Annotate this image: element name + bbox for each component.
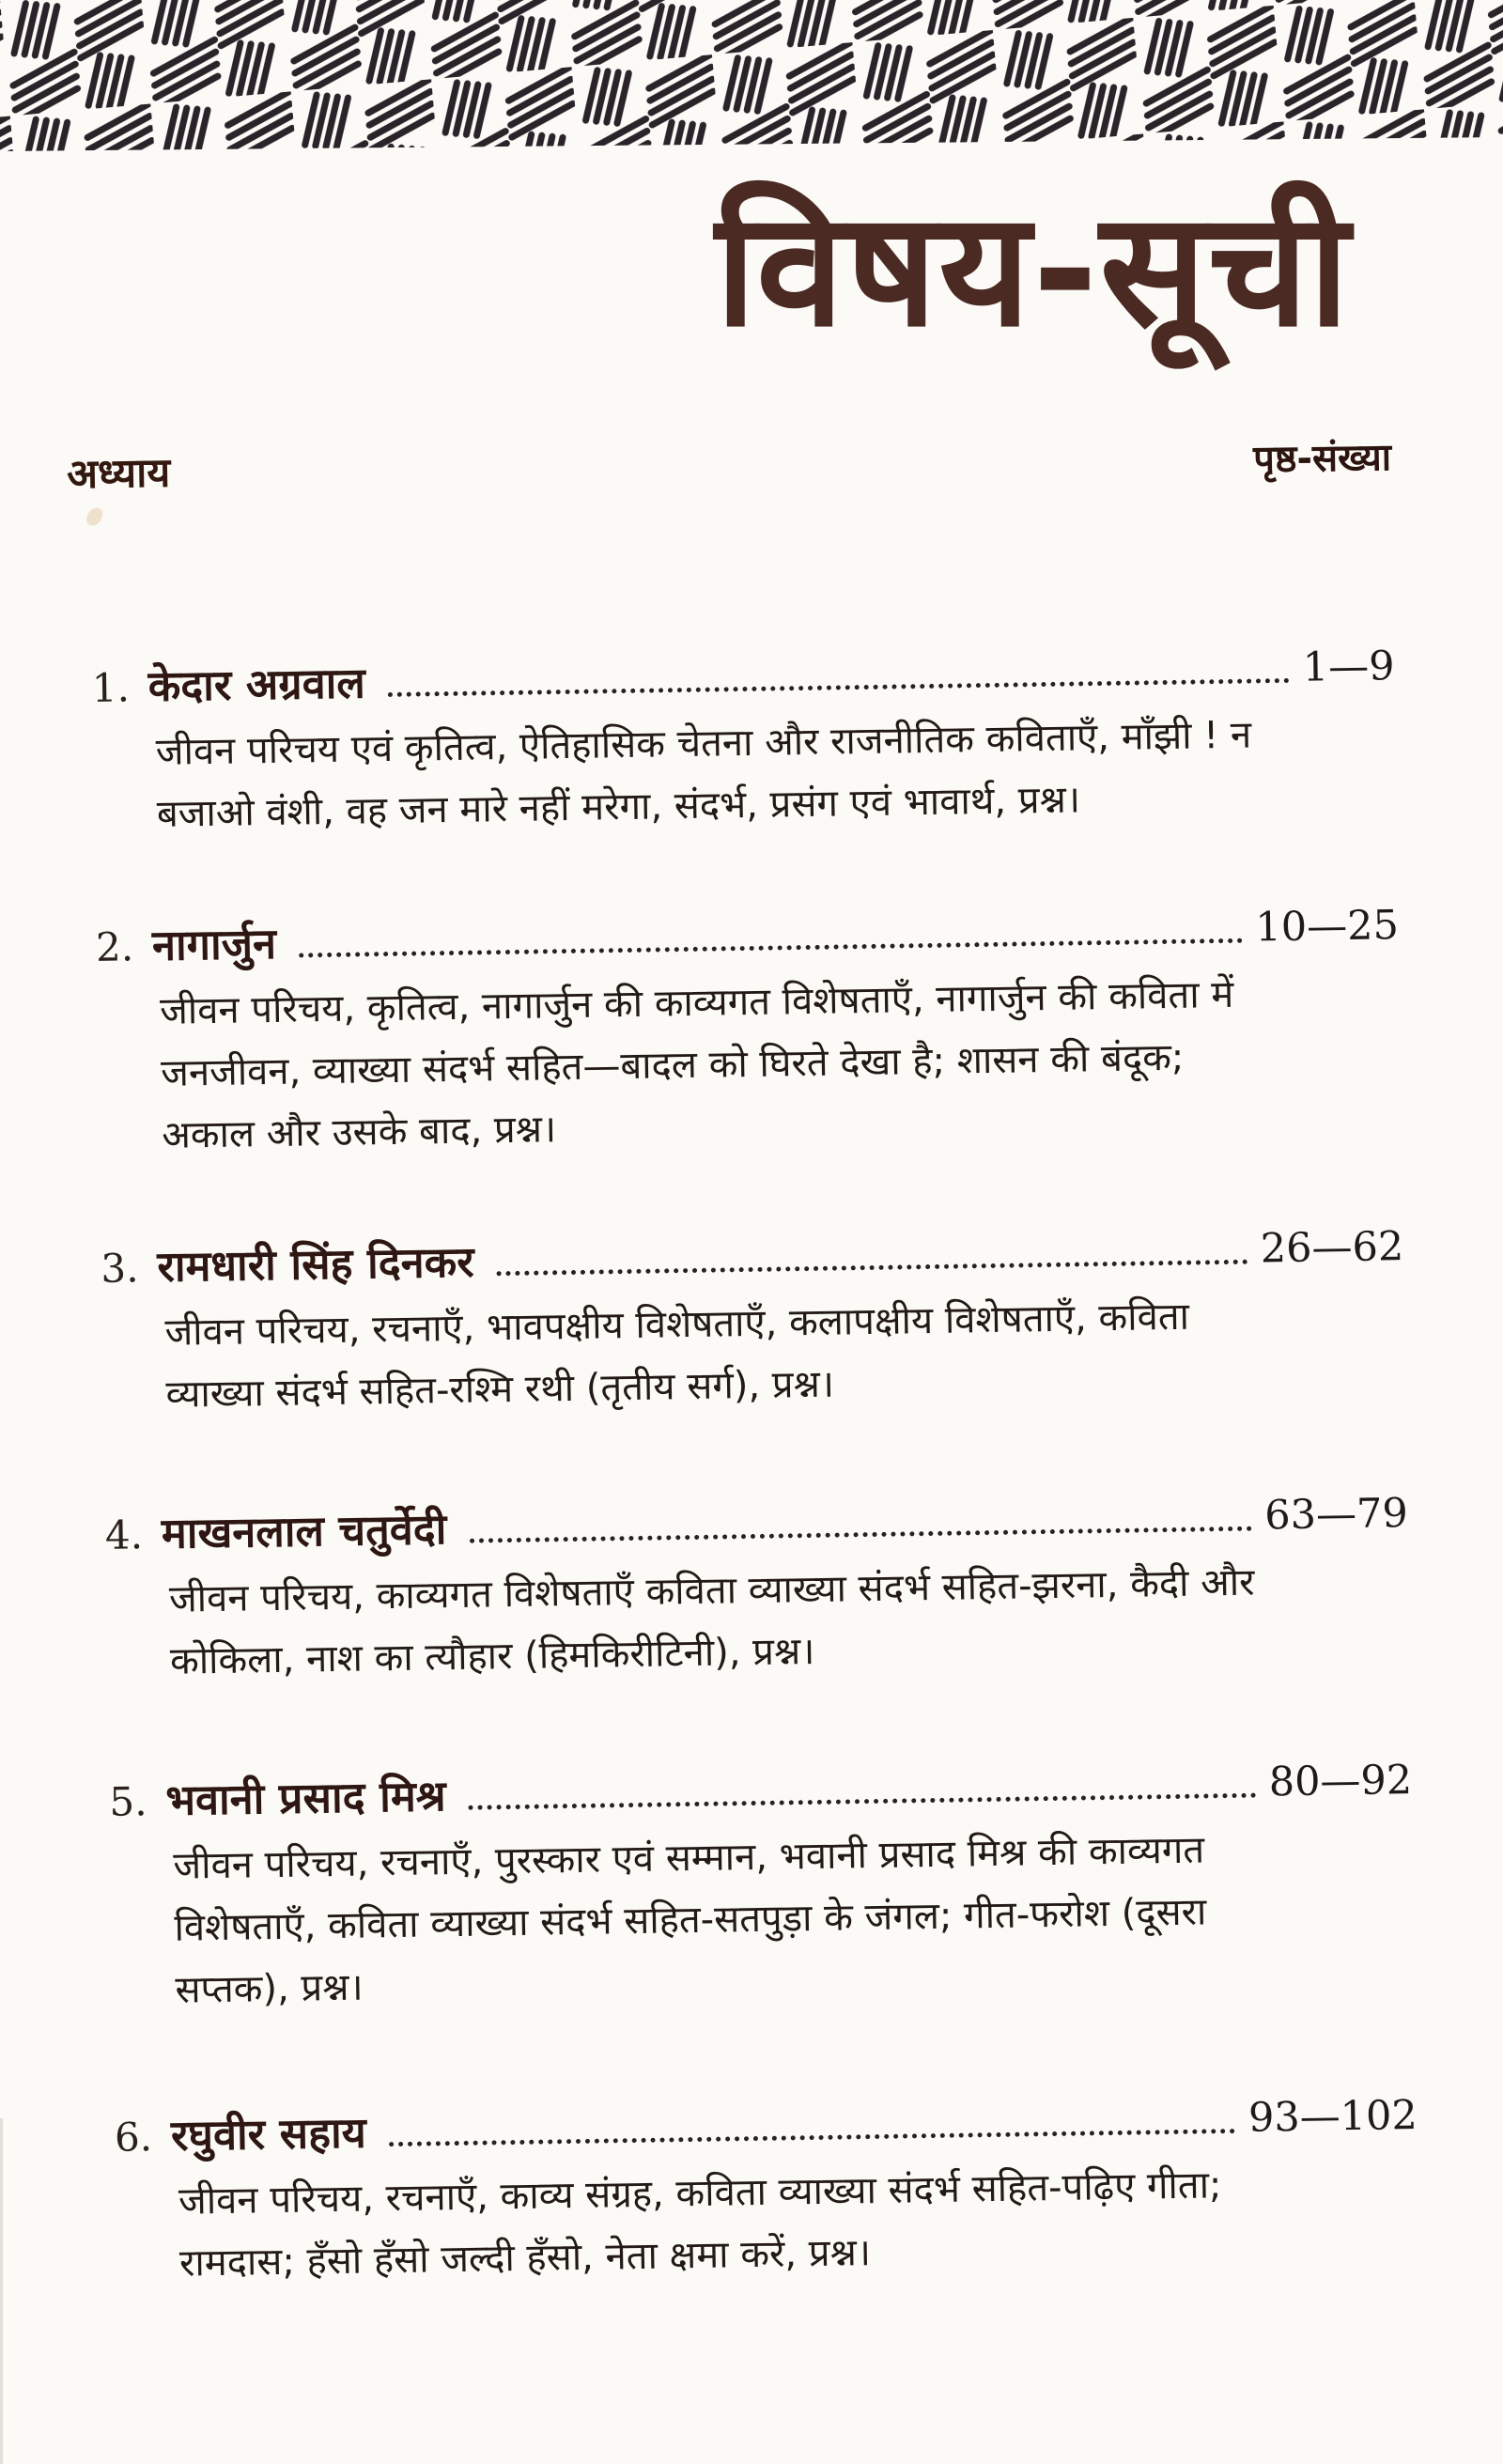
entry-page-range: 10—25: [1255, 902, 1400, 952]
entry-number: 1.: [91, 664, 131, 711]
entry-number: 6.: [114, 2114, 153, 2161]
toc-entry: [88, 899, 1402, 1168]
page-title: विषय-सूची: [715, 178, 1352, 362]
description-line: जीवन परिचय एवं कृतित्व, ऐतिहासिक चेतना और राजनीतिक कविताएँ, माँझी ! न: [155, 713, 1252, 774]
dotted-leader: [470, 1526, 1252, 1543]
entry-page-range: 80—92: [1268, 1757, 1413, 1806]
entry-description: [178, 2151, 1420, 2295]
toc-entry: [107, 2089, 1420, 2296]
scan-edge-line: [0, 2118, 3, 2464]
entry-title: माखनलाल चतुर्वेदी: [161, 1504, 447, 1558]
description-line: व्याख्या संदर्भ सहित-रश्मि रथी (तृतीय सर्ग), प्रश्न।: [165, 1362, 835, 1417]
description-line: विशेषताएँ, कविता व्याख्या संदर्भ सहित-सतपुड़ा के जंगल; गीत-फरोश (दूसरा: [174, 1890, 1207, 1950]
description-line: जीवन परिचय, रचनाएँ, पुरस्कार एवं सम्मान, भवानी प्रसाद मिश्र की काव्यगत: [173, 1828, 1205, 1888]
description-line: रामदास; हँसो हँसो जल्दी हँसो, नेता क्षमा करें, प्रश्न।: [178, 2231, 872, 2286]
entry-title: भवानी प्रसाद मिश्र: [164, 1771, 447, 1825]
entry-heading-row: [88, 899, 1400, 974]
entry-number: 4.: [104, 1511, 144, 1558]
entry-heading-row: [97, 1487, 1408, 1562]
dotted-leader: [299, 938, 1243, 958]
entry-heading-row: [107, 2089, 1418, 2164]
entry-description: [173, 1816, 1416, 2022]
description-line: जीवन परिचय, कृतित्व, नागार्जुन की काव्यगत विशेषताएँ, नागार्जुन की कविता में: [159, 972, 1234, 1033]
entry-page-range: 1—9: [1302, 643, 1395, 691]
description-line: जनजीवन, व्याख्या संदर्भ सहित—बादल को घिरते देखा है; शासन की बंदूक;: [160, 1035, 1185, 1095]
entry-description: [160, 961, 1402, 1167]
entry-title: रामधारी सिंह दिनकर: [157, 1236, 474, 1292]
entry-description: [164, 1282, 1406, 1426]
dotted-leader: [497, 1260, 1247, 1277]
column-heading-page-number: पृष्ठ-संख्या: [1252, 436, 1392, 482]
description-line: अकाल और उसके बाद, प्रश्न।: [161, 1108, 557, 1157]
description-line: कोकिला, नाश का त्यौहार (हिमकिरीटिनी), प्रश्न।: [169, 1629, 815, 1683]
entry-number: 5.: [108, 1778, 147, 1825]
description-line: जीवन परिचय, रचनाएँ, भावपक्षीय विशेषताएँ, कलापक्षीय विशेषताएँ, कविता: [164, 1294, 1190, 1355]
toc-entry: [101, 1754, 1416, 2022]
entry-title: नागार्जुन: [151, 918, 277, 970]
entry-title: रघुवीर सहाय: [170, 2107, 367, 2161]
entry-page-range: 63—79: [1263, 1490, 1409, 1540]
entry-number: 3.: [101, 1245, 139, 1292]
column-heading-chapter: अध्याय: [66, 449, 171, 499]
entry-number: 2.: [95, 923, 134, 970]
dotted-leader: [389, 2129, 1235, 2146]
entry-page-range: 26—62: [1260, 1223, 1404, 1273]
description-line: सप्तक), प्रश्न।: [175, 1965, 364, 2012]
description-line: बजाओ वंशी, वह जन मारे नहीं मरेगा, संदर्भ, प्रसंग एवं भावार्थ, प्रश्न।: [156, 778, 1081, 836]
entry-heading-row: [101, 1754, 1413, 1829]
entry-title: केदार अग्रवाल: [147, 658, 366, 712]
entry-description: [155, 702, 1397, 845]
toc-entry: [84, 640, 1397, 846]
toc-entry: [93, 1220, 1406, 1427]
entry-heading-row: [84, 640, 1395, 715]
description-line: जीवन परिचय, रचनाएँ, काव्य संग्रह, कविता व्याख्या संदर्भ सहित-पढ़िए गीता;: [178, 2163, 1222, 2224]
dotted-leader: [388, 678, 1290, 697]
description-line: जीवन परिचय, काव्यगत विशेषताएँ कविता व्याख्या संदर्भ सहित-झरना, कैदी और: [168, 1560, 1255, 1621]
entry-heading-row: [93, 1220, 1404, 1295]
dotted-leader: [469, 1793, 1256, 1810]
entry-description: [168, 1549, 1410, 1693]
entry-page-range: 93—102: [1247, 2091, 1418, 2142]
toc-entry: [97, 1487, 1410, 1694]
